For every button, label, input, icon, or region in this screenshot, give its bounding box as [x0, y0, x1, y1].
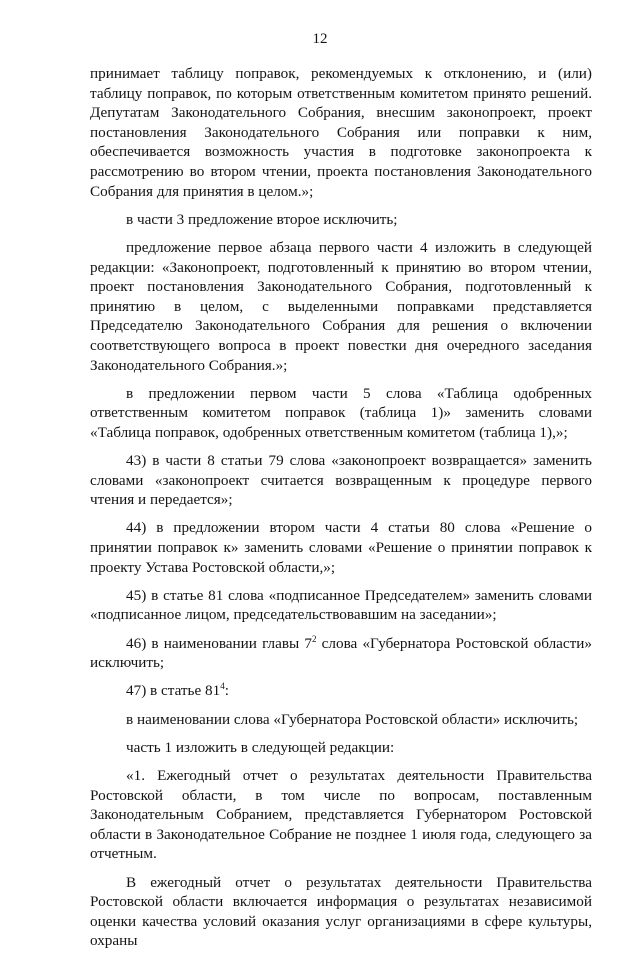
paragraph-part-1-intro: часть 1 изложить в следующей редакции:	[126, 738, 395, 756]
paragraph-part-4-amendment: предложение первое абзаца первого части 4 изложить в следующей редакции: «Законопроект, подготовленный к принятию во втором чтении, проект постановления Законодательного Собрания, подготовленный к принятию в целом, с выделенными поправками представляется Председателю Законодательного Собрания для решения о включении соответствующего вопроса в проект повестки дня очередного заседания Законодательного Собрания.»;	[90, 238, 592, 374]
paragraph-part-5-amendment: в предложении первом части 5 слова «Таблица одобренных ответственным комитетом поправок (таблица 1)» заменить словами «Таблица поправок, одобренных ответственным комитетом (таблица 1),»;	[90, 384, 592, 441]
paragraph-item-43: 43) в части 8 статьи 79 слова «законопроект возвращается» заменить словами «законопроект считается возвращенным к процедуре первого чтения и передается»;	[90, 452, 592, 509]
paragraph-continuation: принимает таблицу поправок, рекомендуемых к отклонению, и (или) таблицу поправок, по которым ответственным комитетом принято решений. Депутатам Законодательного Собрания, внесшим законопроект, проект постановления Законодательного Собрания или поправки к ним, обеспечивается возможность участия в подготовке законопроекта к рассмотрению во втором чтении, проекта постановления Законодательного Собрания для принятия в целом.»;	[90, 65, 592, 200]
paragraph-item-44: 44) в предложении втором части 4 статьи 80 слова «Решение о принятии поправок к» заменить словами «Решение о принятии поправок к проекту Устава Ростовской области,»;	[90, 519, 592, 576]
superscript-index: 2	[312, 633, 317, 644]
document-body	[90, 64, 592, 959]
paragraph-title-amendment: в наименовании слова «Губернатора Ростовской области» исключить;	[126, 710, 579, 728]
paragraph-item-46-text-rest: слова «Губернатора Ростовской области» исключить;	[90, 634, 593, 672]
superscript-index: 4	[220, 681, 225, 692]
page-number: 12	[312, 31, 328, 47]
paragraph-annual-report: «1. Ежегодный отчет о результатах деятельности Правительства Ростовской области, в том числе по вопросам, поставленным Законодательным Собранием, представляется Губернатором Ростовской области в Законодательное Собрание не позднее 1 июля года, следующего за отчетным.	[90, 766, 592, 863]
paragraph-report-content: В ежегодный отчет о результатах деятельности Правительства Ростовской области включается информация о результатах независимой оценки качества условий оказания услуг организациями в сфере культуры, охраны	[90, 873, 592, 950]
paragraph-part-3-amendment: в части 3 предложение второе исключить;	[126, 210, 398, 228]
paragraph-item-47-text-rest: :	[224, 682, 229, 700]
paragraph-item-46	[90, 634, 592, 673]
paragraph-item-46-text: 46) в наименовании главы 7	[126, 634, 312, 652]
paragraph-item-45: 45) в статье 81 слова «подписанное Председателем» заменить словами «подписанное лицом, председательствовавшим на заседании»;	[90, 586, 592, 624]
paragraph-item-47-text: 47) в статье 81	[126, 682, 221, 700]
paragraph-item-47	[90, 681, 592, 701]
